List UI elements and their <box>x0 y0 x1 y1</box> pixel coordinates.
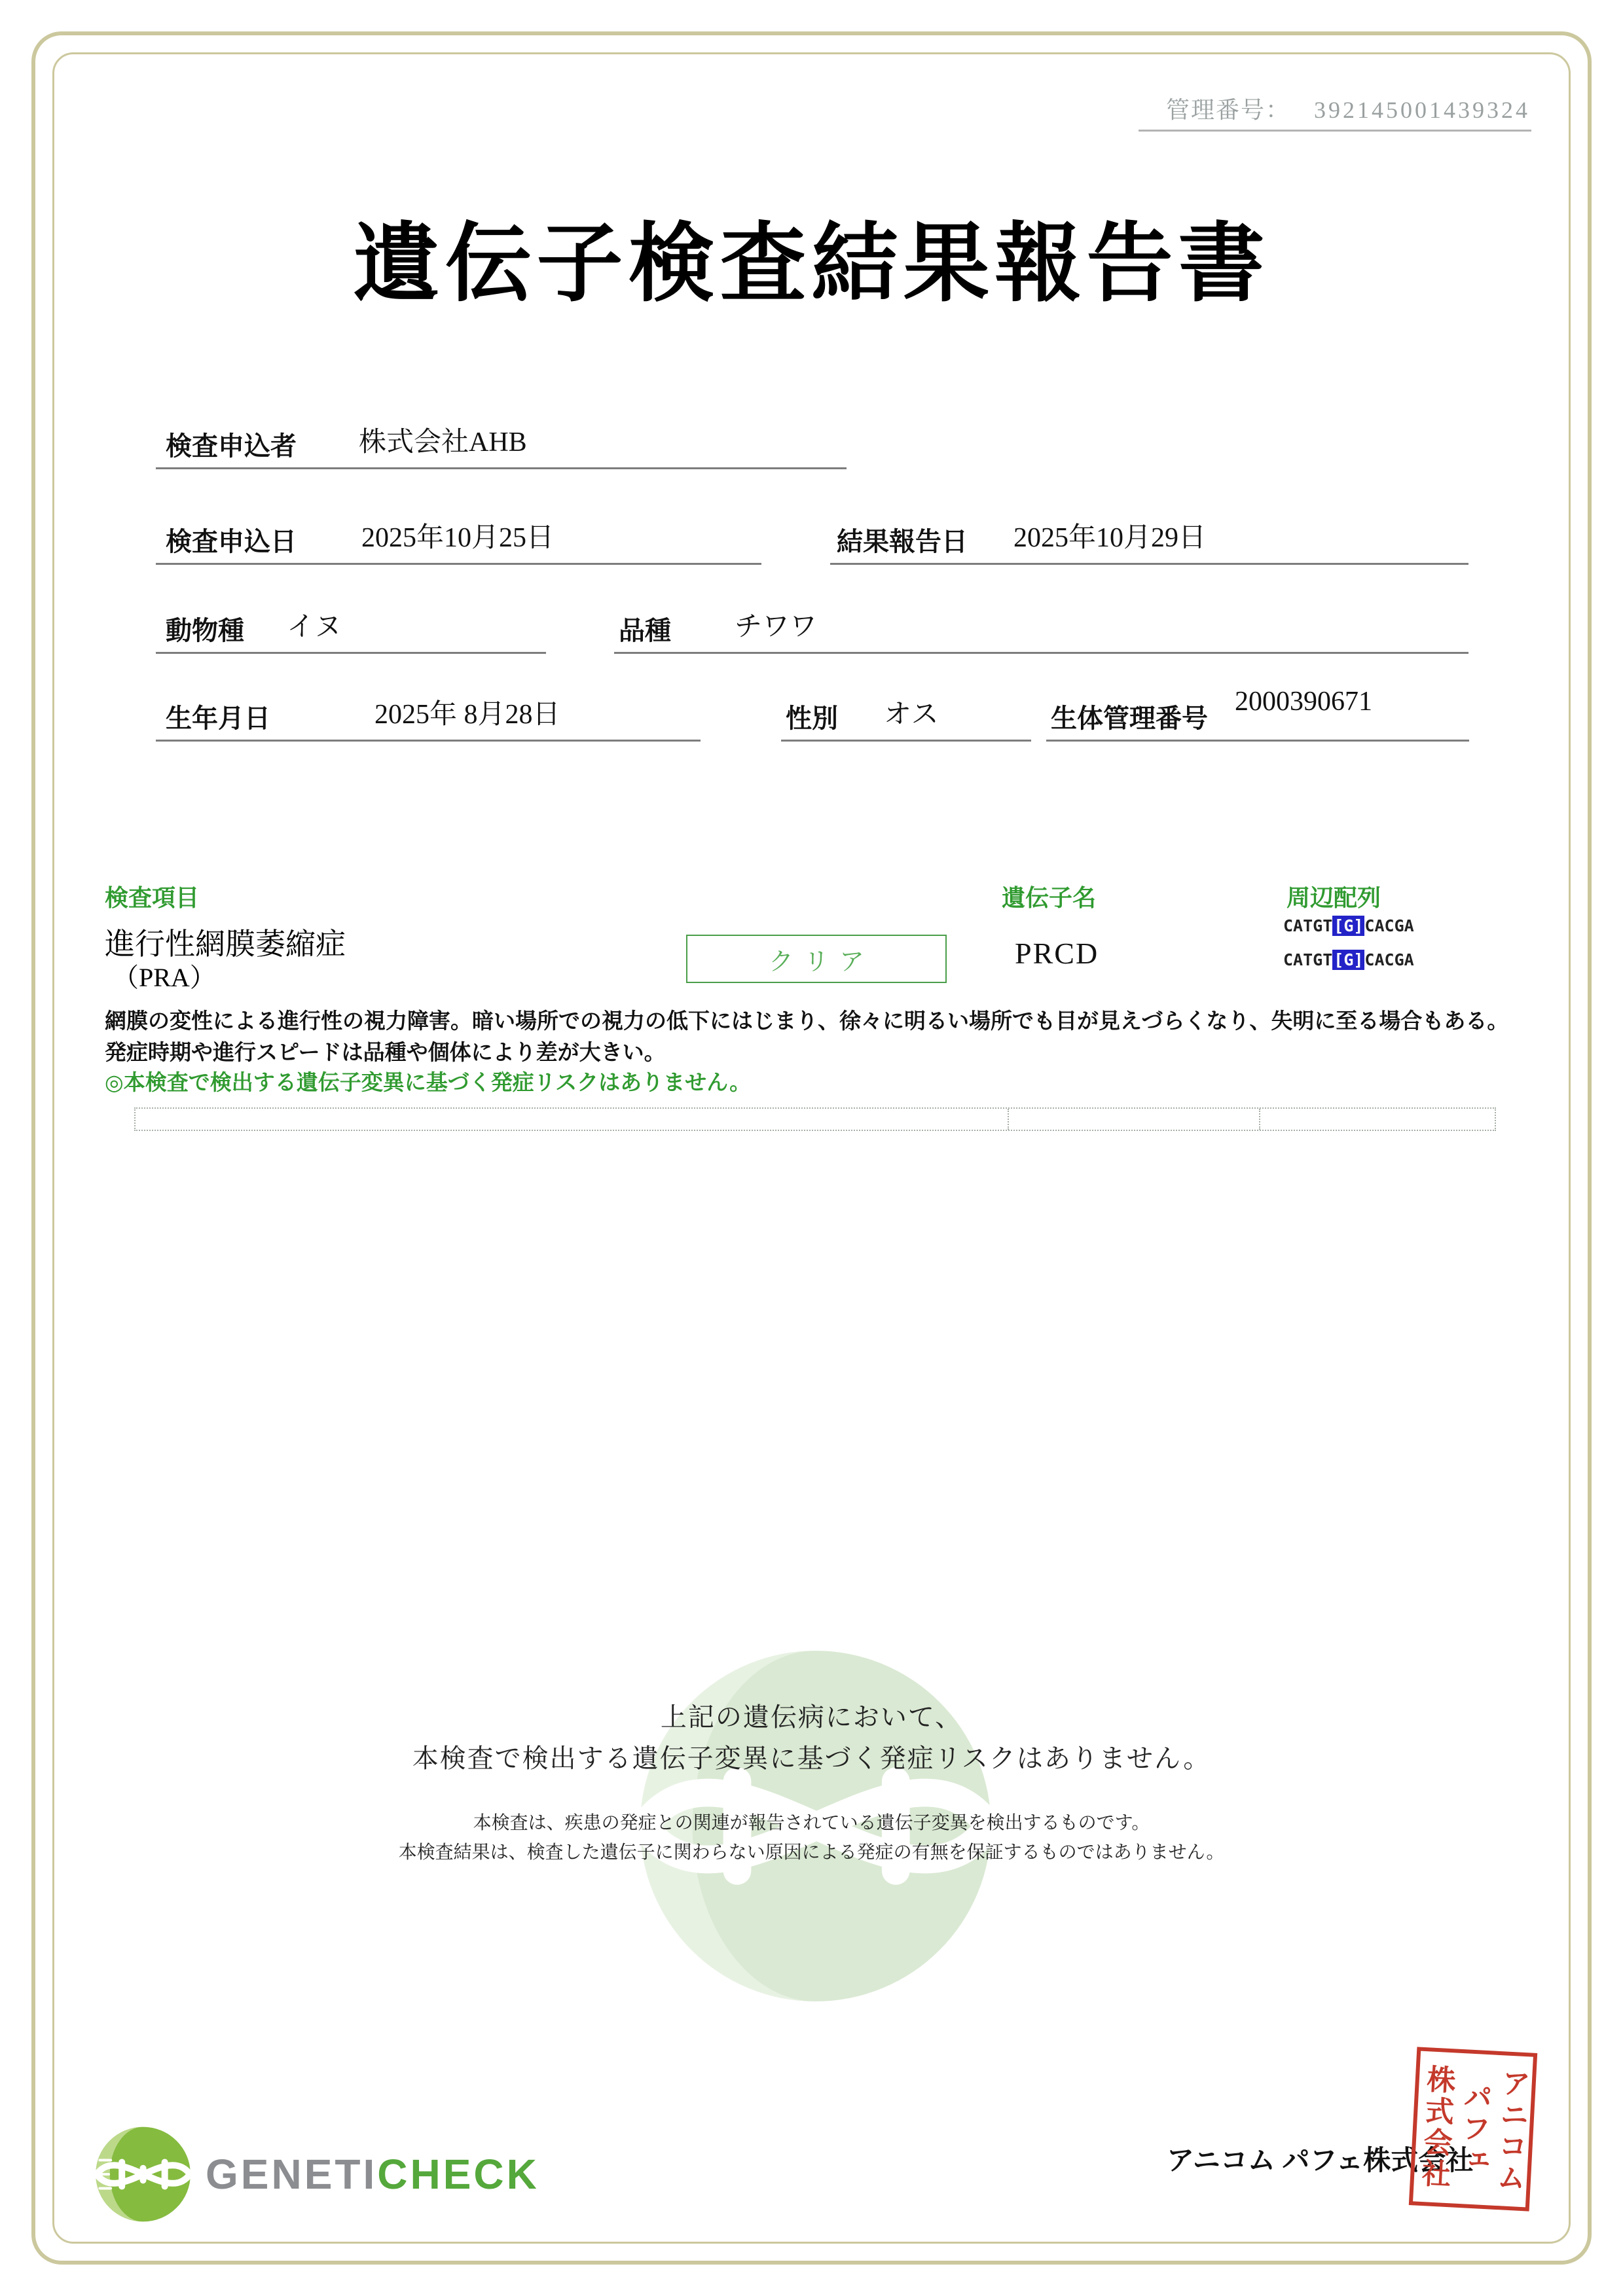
animal-id-label: 生体管理番号 <box>1051 704 1208 733</box>
disease-description-line2: 発症時期や進行スピードは品種や個体により差が大きい。 <box>105 1041 666 1065</box>
logo-text-geneti: GENETI <box>206 2151 378 2198</box>
sequence-variant: [G] <box>1334 950 1364 969</box>
management-number-underline <box>1139 130 1531 132</box>
species-label: 動物種 <box>166 616 244 645</box>
page-title: 遺伝子検査結果報告書 <box>353 216 1270 312</box>
test-item-header: 検査項目 <box>105 885 200 911</box>
birth-date-label: 生年月日 <box>166 704 270 733</box>
result-value: クリア <box>768 948 875 976</box>
breed-label: 品種 <box>619 616 671 645</box>
summary-line1: 上記の遺伝病において、 <box>660 1703 963 1732</box>
gene-name-header: 遺伝子名 <box>1002 885 1097 911</box>
seal-column: アニコム <box>1491 2067 1531 2195</box>
animal-id-value: 2000390671 <box>1235 687 1372 717</box>
sequence-header: 周辺配列 <box>1286 885 1381 911</box>
gene-name-value: PRCD <box>1015 937 1099 970</box>
report-date-value: 2025年10月29日 <box>1013 523 1207 553</box>
empty-row-divider <box>1259 1109 1260 1130</box>
summary-note2: 本検査結果は、検査した遺伝子に関わらない原因による発症の有無を保証するものではありません。 <box>398 1842 1225 1862</box>
seal-column: 株式会社 <box>1416 2063 1455 2191</box>
result-clear-box <box>686 935 947 983</box>
sequence-prefix: CATGT <box>1283 950 1333 969</box>
company-seal <box>1409 2047 1537 2211</box>
sex-underline <box>781 740 1031 742</box>
sequence-variant: [G] <box>1334 916 1364 935</box>
geneticheck-logo-icon <box>92 2124 192 2225</box>
geneticheck-logo-text <box>206 2150 539 2198</box>
species-value: イヌ <box>287 612 342 642</box>
breed-value: チワワ <box>735 612 818 642</box>
apply-date-underline <box>156 563 761 565</box>
risk-note: ◎本検査で検出する遺伝子変異に基づく発症リスクはありません。 <box>105 1071 752 1095</box>
management-number-line <box>1166 92 1530 125</box>
applicant-label: 検査申込者 <box>166 431 297 461</box>
sequence-prefix: CATGT <box>1283 916 1333 935</box>
summary-line2: 本検査で検出する遺伝子変異に基づく発症リスクはありません。 <box>412 1744 1211 1773</box>
seal-column: パフェ <box>1455 2081 1492 2178</box>
species-underline <box>156 652 546 654</box>
company-name: アニコム パフェ株式会社 <box>1167 2146 1474 2176</box>
report-date-underline <box>830 563 1468 565</box>
sequence-suffix: CACGA <box>1364 916 1414 935</box>
empty-result-row <box>134 1107 1496 1131</box>
breed-underline <box>614 652 1468 654</box>
disease-description-line1: 網膜の変性による進行性の視力障害。暗い場所での視力の低下にはじまり、徐々に明るい場所でも目が見えづらくなり、失明に至る場合もある。 <box>105 1010 1509 1033</box>
management-number-label: 管理番号： <box>1165 97 1290 123</box>
birth-date-underline <box>156 740 701 742</box>
applicant-underline <box>156 467 847 469</box>
disease-abbreviation: （PRA） <box>113 963 216 992</box>
sex-label: 性別 <box>786 704 838 733</box>
geneticheck-logo <box>92 2124 539 2225</box>
sequence-line <box>1283 916 1414 935</box>
birth-date-value: 2025年 8月28日 <box>374 700 560 730</box>
applicant-value: 株式会社AHB <box>359 427 527 457</box>
report-date-label: 結果報告日 <box>837 527 968 556</box>
sequence-suffix: CACGA <box>1364 950 1414 969</box>
management-number-value: 392145001439324 <box>1314 97 1530 123</box>
apply-date-label: 検査申込日 <box>166 527 297 556</box>
empty-row-divider <box>1008 1109 1009 1130</box>
logo-text-check: CHECK <box>377 2151 539 2198</box>
summary-note1: 本検査は、疾患の発症との関連が報告されている遺伝子変異を検出するものです。 <box>473 1812 1150 1833</box>
sex-value: オス <box>884 700 939 730</box>
apply-date-value: 2025年10月25日 <box>361 523 555 553</box>
disease-name: 進行性網膜萎縮症 <box>105 927 346 961</box>
sequence-line <box>1283 950 1414 969</box>
animal-id-underline <box>1046 740 1469 742</box>
